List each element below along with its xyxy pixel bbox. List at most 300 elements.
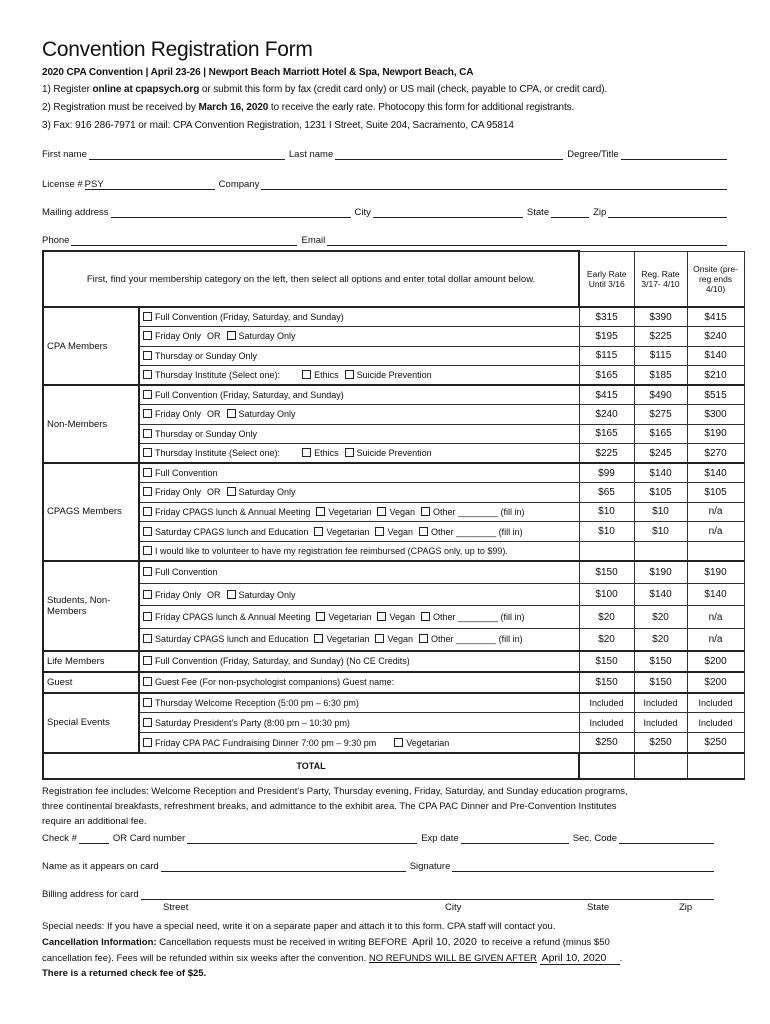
option-label: Ethics: [314, 370, 339, 380]
checkbox-option[interactable]: [375, 634, 413, 644]
cancellation-line-2: [42, 952, 622, 965]
option-label: Saturday CPAGS lunch and Education: [155, 634, 309, 645]
table-row: [43, 606, 744, 629]
checkbox[interactable]: [143, 677, 152, 686]
license-field[interactable]: [85, 179, 215, 190]
checkbox-option[interactable]: [143, 409, 201, 419]
checkbox-option[interactable]: [227, 590, 296, 600]
checkbox[interactable]: [143, 590, 152, 599]
checkbox[interactable]: [345, 448, 354, 457]
checkbox[interactable]: [345, 370, 354, 379]
no-refunds: NO REFUNDS WILL BE GIVEN AFTER: [368, 953, 537, 964]
checkbox-option[interactable]: [143, 527, 308, 537]
early-rate: [579, 541, 634, 561]
checkbox-option[interactable]: [143, 390, 344, 400]
checkbox[interactable]: [394, 738, 403, 747]
checkbox[interactable]: [143, 718, 152, 727]
reg-rate: $10: [634, 522, 687, 542]
instruction-2: [42, 102, 574, 113]
option-label: OR: [207, 487, 221, 498]
checkbox-option[interactable]: [375, 527, 413, 537]
option-label: Friday CPA PAC Fundraising Dinner 7:00 pm – 9:30 pm: [155, 737, 377, 748]
city-caption: City: [445, 902, 462, 913]
option-label: Saturday CPAGS lunch and Education: [155, 526, 309, 537]
option-cell: [139, 463, 579, 483]
fee-note-1: Registration fee includes: Welcome Reception and President’s Party, Thursday evening, Friday, Saturday, and Sunday education programs,: [42, 786, 628, 797]
onsite-rate: n/a: [687, 628, 744, 651]
checkbox-option[interactable]: [143, 698, 359, 708]
text: 1) Register: [42, 84, 93, 95]
zip-field[interactable]: [608, 207, 727, 218]
option-label: Saturday President’s Party (8:00 pm – 10:30 pm): [155, 717, 350, 728]
checkbox[interactable]: [143, 612, 152, 621]
early-rate: $20: [579, 628, 634, 651]
page-title: Convention Registration Form: [42, 38, 313, 61]
early-rate: $150: [579, 561, 634, 584]
text: .: [619, 953, 623, 964]
option-cell: [139, 405, 579, 425]
option-cell: [139, 651, 579, 672]
checkbox[interactable]: [227, 331, 236, 340]
deadline: March 16, 2020: [198, 102, 269, 113]
checkbox-option[interactable]: [143, 507, 310, 517]
option-cell: [139, 733, 579, 753]
option-label: Thursday Institute (Select one):: [155, 448, 281, 458]
reg-rate: $105: [634, 483, 687, 503]
checkbox[interactable]: [143, 656, 152, 665]
table-row: [43, 483, 744, 503]
checkbox[interactable]: [227, 487, 236, 496]
early-rate: $150: [579, 672, 634, 693]
early-rate: $10: [579, 522, 634, 542]
checkbox[interactable]: [143, 527, 152, 536]
checkbox[interactable]: [227, 590, 236, 599]
signature-label: Signature: [409, 861, 451, 872]
checkbox-option[interactable]: [143, 567, 218, 577]
option-label: Thursday Institute (Select one):: [155, 370, 281, 380]
option-label: OR: [207, 331, 221, 342]
option-cell: [139, 583, 579, 606]
reg-rate: $10: [634, 502, 687, 522]
option-label: Saturday Only: [238, 487, 296, 498]
checkbox-option[interactable]: [345, 448, 432, 458]
table-row: [43, 346, 744, 366]
mailing-field[interactable]: [111, 207, 351, 218]
reg-rate: $150: [634, 672, 687, 693]
zip-caption: Zip: [679, 902, 693, 913]
table-row: [43, 366, 744, 386]
onsite-rate: $515: [687, 385, 744, 405]
option-cell: [139, 307, 579, 327]
early-rate: $165: [579, 366, 634, 386]
option-label: Vegan: [387, 526, 414, 537]
checkbox[interactable]: [421, 507, 430, 516]
cancel-date-2[interactable]: April 10, 2020: [540, 952, 620, 965]
early-rate: $250: [579, 733, 634, 753]
checkbox[interactable]: [143, 546, 152, 555]
checkbox[interactable]: [143, 738, 152, 747]
early-rate: Included: [579, 713, 634, 733]
last-name-field[interactable]: [335, 149, 563, 160]
checkbox[interactable]: [421, 612, 430, 621]
reg-rate: Included: [634, 693, 687, 713]
state-caption: State: [587, 902, 610, 913]
col-onsite-header: Onsite (pre-reg ends 4/10): [687, 251, 744, 307]
cancel-date-1[interactable]: April 10, 2020: [412, 936, 477, 948]
option-cell: [139, 561, 579, 584]
option-cell: [139, 713, 579, 733]
checkbox[interactable]: [375, 527, 384, 536]
checkbox[interactable]: [143, 331, 152, 340]
early-rate: $150: [579, 651, 634, 672]
early-rate: $100: [579, 583, 634, 606]
table-row: [43, 463, 744, 483]
category-label: CPA Members: [43, 307, 139, 385]
onsite-rate: n/a: [687, 522, 744, 542]
early-rate: $65: [579, 483, 634, 503]
option-label: Friday CPAGS lunch & Annual Meeting: [155, 506, 311, 517]
table-row: [43, 583, 744, 606]
reg-rate: $245: [634, 444, 687, 464]
onsite-rate: $415: [687, 307, 744, 327]
fee-note-2: three continental breakfasts, refreshment breaks, and admittance to the exhibit area. The CPA PAC Dinner and Pre-Convention Institutes: [42, 801, 617, 812]
checkbox-option[interactable]: [302, 370, 339, 380]
onsite-rate: $240: [687, 327, 744, 347]
checkbox-option[interactable]: [377, 507, 415, 517]
category-label: Life Members: [43, 651, 139, 672]
checkbox-option[interactable]: [316, 612, 371, 622]
checkbox[interactable]: [316, 507, 325, 516]
checkbox[interactable]: [143, 429, 152, 438]
onsite-rate: $190: [687, 561, 744, 584]
checkbox-option[interactable]: [316, 507, 371, 517]
company-field[interactable]: [261, 179, 727, 190]
checkbox[interactable]: [143, 409, 152, 418]
check-field[interactable]: [79, 833, 109, 844]
col-early-header: Early Rate Until 3/16: [579, 251, 634, 307]
or-separator: [207, 409, 221, 419]
checkbox-option[interactable]: [143, 677, 394, 687]
table-row: [43, 522, 744, 542]
onsite-rate: $140: [687, 583, 744, 606]
signature-field[interactable]: [452, 861, 714, 872]
city-label: City: [354, 207, 371, 218]
option-label: Full Convention: [155, 567, 218, 578]
option-label: I would like to volunteer to have my registration fee reimbursed (CPAGS only, up to $99).: [155, 545, 508, 556]
early-rate: $195: [579, 327, 634, 347]
option-label: Guest Fee (For non-psychologist companions) Guest name:: [155, 677, 395, 688]
early-rate: $240: [579, 405, 634, 425]
option-label: Friday Only: [155, 487, 202, 498]
text: 2) Registration must be received by: [42, 102, 199, 113]
checkbox-option[interactable]: [314, 527, 369, 537]
checkbox-option[interactable]: [227, 487, 296, 497]
city-field[interactable]: [373, 207, 523, 218]
text: or submit this form by fax (credit card only) or US mail (check, payable to CPA, or credit card).: [199, 84, 608, 95]
reg-rate: $190: [634, 561, 687, 584]
checkbox[interactable]: [143, 567, 152, 576]
onsite-rate: $105: [687, 483, 744, 503]
option-label: Other ________ (fill in): [433, 506, 525, 517]
checkbox[interactable]: [227, 409, 236, 418]
option-label: Ethics: [314, 448, 339, 458]
checkbox[interactable]: [419, 527, 428, 536]
early-rate: $20: [579, 606, 634, 629]
checkbox[interactable]: [143, 698, 152, 707]
card-number-field[interactable]: [187, 833, 417, 844]
billing-label: Billing address for card: [42, 889, 139, 900]
license-label: License #: [42, 179, 83, 190]
cancel-heading: Cancellation Information:: [42, 937, 157, 948]
state-label: State: [526, 207, 550, 218]
option-label: Full Convention (Friday, Saturday, and Sunday): [155, 312, 344, 322]
option-cell: [139, 483, 579, 503]
returned-check-fee: There is a returned check fee of $25.: [42, 968, 207, 979]
checkbox[interactable]: [302, 448, 311, 457]
instruction-3: 3) Fax: 916 286-7971 or mail: CPA Convention Registration, 1231 I Street, Suite 204, Sacramento, CA 95814: [42, 120, 514, 131]
special-needs: Special needs: If you have a special need, write it on a separate paper and attach it to this form. CPA staff will contact you.: [42, 921, 556, 932]
option-label: Friday Only: [155, 331, 202, 342]
check-label: Check #: [42, 833, 77, 844]
option-label: Vegetarian: [326, 526, 370, 537]
checkbox[interactable]: [143, 312, 152, 321]
checkbox[interactable]: [377, 507, 386, 516]
subtitle: 2020 CPA Convention | April 23-26 | Newport Beach Marriott Hotel & Spa, Newport Beach, CA: [42, 67, 474, 78]
category-label: Special Events: [43, 693, 139, 753]
checkbox-option[interactable]: [143, 590, 201, 600]
checkbox-option[interactable]: [421, 612, 525, 622]
table-row: [43, 713, 744, 733]
reg-rate: $20: [634, 628, 687, 651]
checkbox[interactable]: [143, 634, 152, 643]
checkbox[interactable]: [143, 487, 152, 496]
checkbox[interactable]: [143, 390, 152, 399]
checkbox-option[interactable]: [143, 546, 508, 556]
checkbox-option[interactable]: [421, 507, 525, 517]
reg-rate: $20: [634, 606, 687, 629]
option-label: Vegetarian: [328, 506, 372, 517]
option-label: Suicide Prevention: [356, 370, 432, 380]
website-link[interactable]: online at cpapsych.org: [92, 84, 200, 95]
card-name-row: [42, 858, 714, 872]
option-label: Other ________ (fill in): [431, 526, 523, 537]
checkbox-option[interactable]: [345, 370, 432, 380]
early-rate: $165: [579, 424, 634, 444]
cancellation-line-1: [42, 936, 610, 948]
option-cell: [139, 424, 579, 444]
table-row: [43, 541, 744, 561]
early-rate: Included: [579, 693, 634, 713]
option-cell: [139, 366, 579, 386]
option-label: Full Convention (Friday, Saturday, and Sunday) (No CE Credits): [155, 656, 410, 667]
contact-row: [42, 232, 727, 246]
phone-label: Phone: [42, 235, 70, 246]
checkbox[interactable]: [377, 612, 386, 621]
text: Cancellation requests must be received in writing BEFORE: [156, 937, 410, 948]
option-label: OR: [207, 409, 221, 420]
degree-label: Degree/Title: [567, 149, 619, 160]
option-cell: [139, 672, 579, 693]
checkbox[interactable]: [143, 507, 152, 516]
zip-label: Zip: [593, 207, 607, 218]
option-label: Vegetarian: [406, 737, 450, 748]
reg-rate: $490: [634, 385, 687, 405]
checkbox-option[interactable]: [302, 448, 339, 458]
total-row: [43, 753, 744, 779]
checkbox-option[interactable]: [394, 738, 449, 748]
checkbox-option[interactable]: [143, 370, 280, 380]
checkbox[interactable]: [316, 612, 325, 621]
total-reg-field[interactable]: [634, 753, 687, 779]
onsite-rate: Included: [687, 713, 744, 733]
table-instruction: First, find your membership category on the left, then select all options and enter total dollar amount below.: [43, 251, 579, 307]
onsite-rate: n/a: [687, 606, 744, 629]
table-row: [43, 733, 744, 753]
option-cell: [139, 628, 579, 651]
option-label: Vegan: [389, 506, 415, 517]
checkbox[interactable]: [375, 634, 384, 643]
table-header: [43, 251, 744, 307]
option-cell: [139, 444, 579, 464]
option-cell: [139, 385, 579, 405]
onsite-rate: $210: [687, 366, 744, 386]
onsite-rate: $190: [687, 424, 744, 444]
checkbox-option[interactable]: [143, 656, 410, 666]
option-label: Full Convention (Friday, Saturday, and Sunday): [155, 390, 344, 400]
onsite-rate: $270: [687, 444, 744, 464]
checkbox-option[interactable]: [143, 634, 308, 644]
checkbox-option[interactable]: [143, 612, 310, 622]
onsite-rate: Included: [687, 693, 744, 713]
table-row: [43, 385, 744, 405]
checkbox-option[interactable]: [314, 634, 369, 644]
option-label: Vegetarian: [328, 612, 372, 623]
first-name-field[interactable]: [89, 149, 285, 160]
category-label: Guest: [43, 672, 139, 693]
option-cell: [139, 541, 579, 561]
card-name-label: Name as it appears on card: [42, 861, 159, 872]
checkbox-option[interactable]: [419, 634, 523, 644]
payment-row: [42, 830, 714, 844]
checkbox-option[interactable]: [377, 612, 415, 622]
table-row: [43, 672, 744, 693]
checkbox-option[interactable]: [227, 409, 296, 419]
checkbox-option[interactable]: [143, 448, 280, 458]
early-rate: $225: [579, 444, 634, 464]
reg-rate: $150: [634, 651, 687, 672]
sec-code-field[interactable]: [619, 833, 714, 844]
checkbox-option[interactable]: [143, 738, 376, 748]
category-label: Non-Members: [43, 385, 139, 463]
option-label: Friday Only: [155, 409, 202, 420]
reg-rate: $140: [634, 463, 687, 483]
onsite-rate: $250: [687, 733, 744, 753]
option-label: Friday CPAGS lunch & Annual Meeting: [155, 612, 311, 623]
table-row: [43, 651, 744, 672]
fee-note-3: require an additional fee.: [42, 816, 147, 827]
option-label: Vegetarian: [326, 634, 370, 645]
email-field[interactable]: [327, 235, 727, 246]
checkbox-option[interactable]: [143, 468, 218, 478]
onsite-rate: $300: [687, 405, 744, 425]
license-row: [42, 176, 727, 190]
early-rate: $10: [579, 502, 634, 522]
reg-rate: $250: [634, 733, 687, 753]
exp-date-field[interactable]: [461, 833, 569, 844]
checkbox[interactable]: [314, 527, 323, 536]
onsite-rate: $200: [687, 672, 744, 693]
email-label: Email: [301, 235, 326, 246]
category-label: CPAGS Members: [43, 463, 139, 561]
checkbox-option[interactable]: [143, 487, 201, 497]
checkbox-option[interactable]: [419, 527, 523, 537]
onsite-rate: $140: [687, 463, 744, 483]
reg-rate: $275: [634, 405, 687, 425]
phone-field[interactable]: [71, 235, 297, 246]
state-field[interactable]: [551, 207, 589, 218]
option-label: Other ________ (fill in): [431, 634, 523, 645]
first-name-label: First name: [42, 149, 87, 160]
checkbox-option[interactable]: [227, 331, 296, 341]
total-onsite-field[interactable]: [687, 753, 744, 779]
reg-rate: $140: [634, 583, 687, 606]
option-label: Suicide Prevention: [356, 448, 432, 458]
billing-address-field[interactable]: [141, 889, 714, 900]
early-rate: $115: [579, 346, 634, 366]
option-cell: [139, 346, 579, 366]
option-label: Friday Only: [155, 589, 202, 600]
degree-field[interactable]: [621, 149, 727, 160]
reg-rate: $390: [634, 307, 687, 327]
option-label: Saturday Only: [238, 409, 296, 420]
name-row: [42, 146, 727, 160]
category-label: Students, Non-Members: [43, 561, 139, 651]
checkbox-option[interactable]: [143, 718, 350, 728]
checkbox-option[interactable]: [143, 351, 257, 361]
or-separator: [207, 590, 221, 600]
onsite-rate: [687, 541, 744, 561]
checkbox-option[interactable]: [143, 429, 257, 439]
total-label: TOTAL: [43, 753, 579, 779]
checkbox[interactable]: [143, 370, 152, 379]
option-cell: [139, 327, 579, 347]
checkbox[interactable]: [143, 448, 152, 457]
checkbox[interactable]: [143, 468, 152, 477]
table-row: [43, 405, 744, 425]
option-label: Other ________ (fill in): [433, 612, 525, 623]
table-row: [43, 444, 744, 464]
card-name-field[interactable]: [161, 861, 406, 872]
option-label: Full Convention: [155, 468, 218, 479]
checkbox[interactable]: [143, 351, 152, 360]
checkbox-option[interactable]: [143, 331, 201, 341]
total-early-field[interactable]: [579, 753, 634, 779]
checkbox[interactable]: [314, 634, 323, 643]
option-label: Vegan: [387, 634, 414, 645]
option-label: Saturday Only: [238, 589, 296, 600]
option-label: Saturday Only: [238, 331, 296, 342]
instruction-1: [42, 84, 607, 95]
table-row: [43, 693, 744, 713]
reg-rate: $115: [634, 346, 687, 366]
checkbox-option[interactable]: [143, 312, 344, 322]
company-label: Company: [218, 179, 260, 190]
text: to receive a refund (minus $50: [478, 937, 610, 948]
option-label: Vegan: [389, 612, 415, 623]
onsite-rate: n/a: [687, 502, 744, 522]
checkbox[interactable]: [302, 370, 311, 379]
checkbox[interactable]: [419, 634, 428, 643]
